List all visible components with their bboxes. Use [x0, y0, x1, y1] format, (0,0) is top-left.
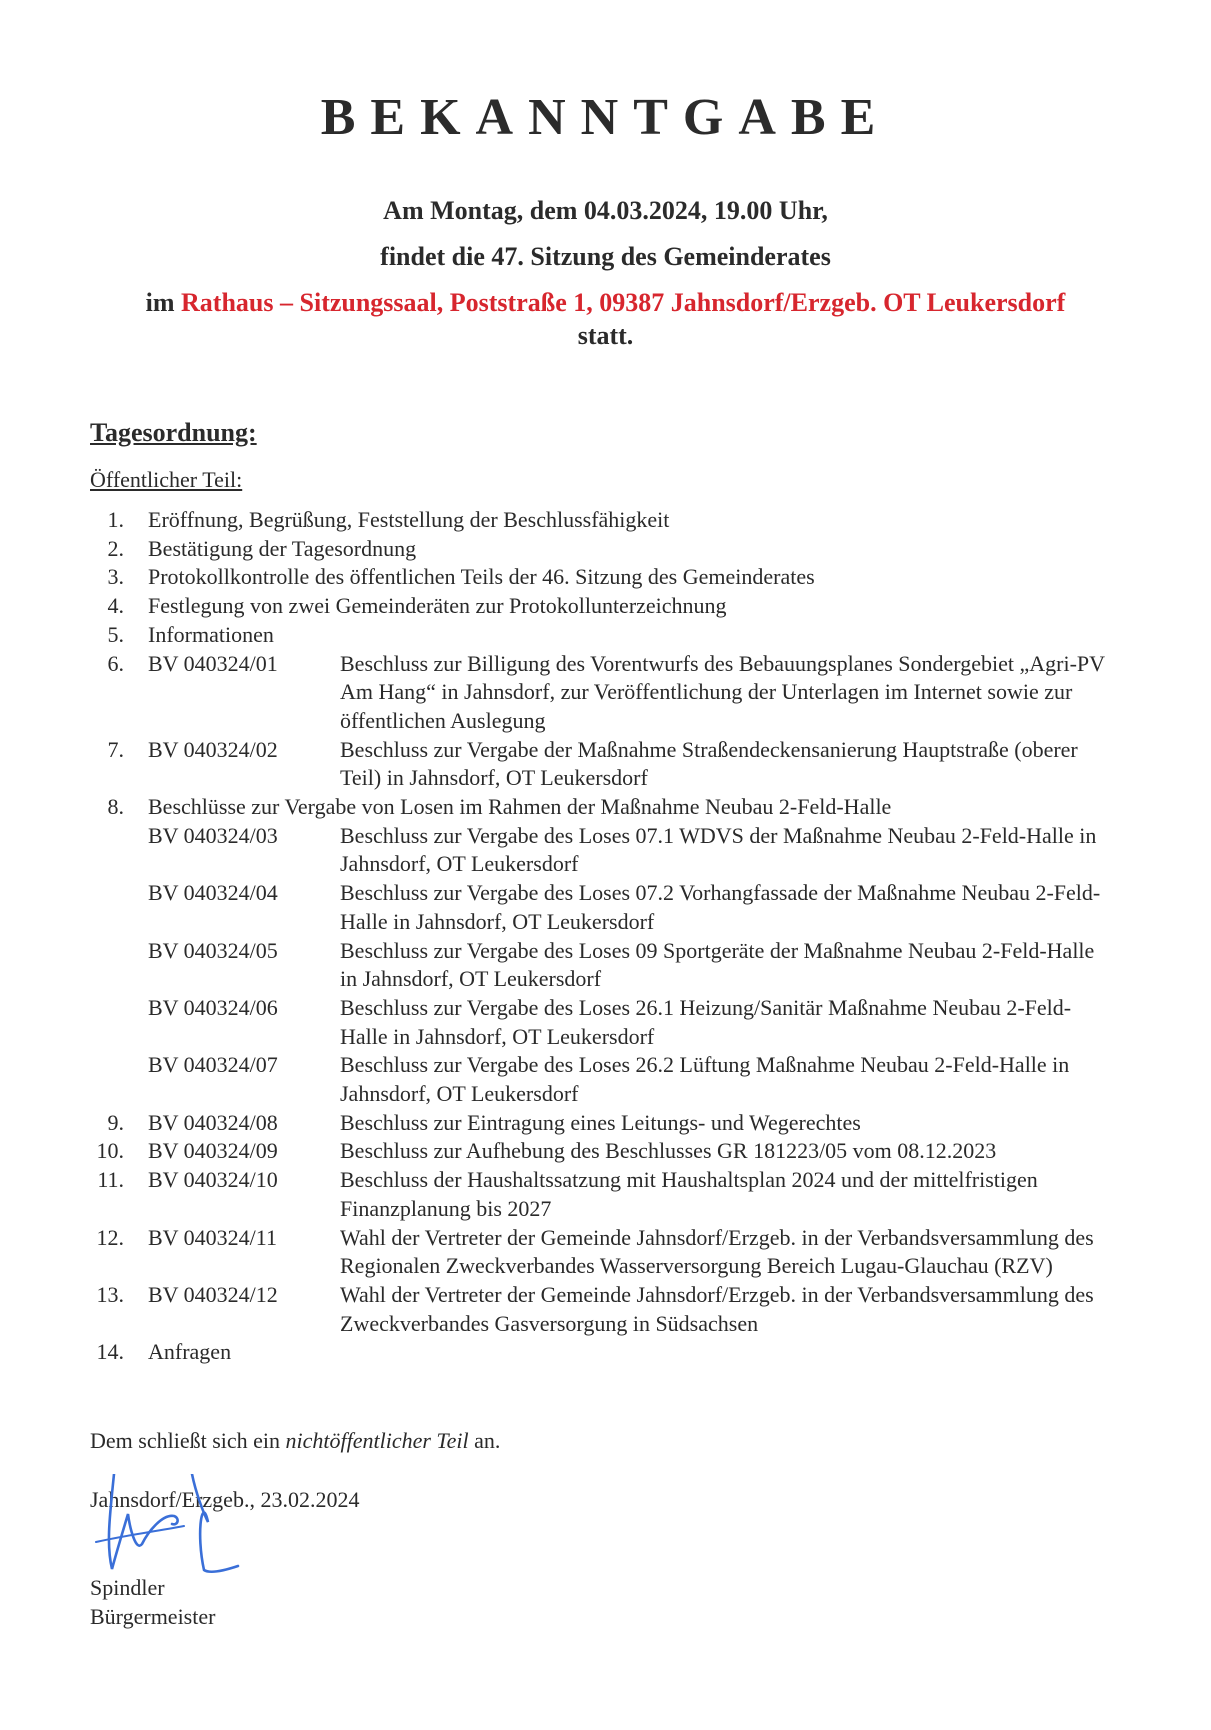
agenda-item-text: Beschluss zur Vergabe des Loses 26.1 Heizung/Sanitär Maßnahme Neubau 2-Feld-Halle in Jahnsdorf, OT Leukersdorf [340, 994, 1072, 1049]
agenda-list [0, 506, 1211, 1367]
agenda-item [0, 994, 1211, 1051]
agenda-item [0, 563, 1211, 592]
agenda-item-text: Beschluss zur Aufhebung des Beschlusses GR 181223/05 vom 08.12.2023 [340, 1138, 997, 1164]
signer-name: Spindler [90, 1575, 165, 1600]
agenda-item-code: BV 040324/03 [148, 822, 278, 848]
agenda-item-text: Beschluss zur Vergabe des Loses 26.2 Lüftung Maßnahme Neubau 2-Feld-Halle in Jahnsdorf, OT Leukersdorf [340, 1052, 1070, 1107]
document-title: BEKANNTGABE [320, 89, 891, 146]
agenda-item [0, 879, 1211, 936]
agenda-item-number: 11. [97, 1167, 124, 1193]
agenda-item-text: Anfragen [148, 1339, 232, 1365]
agenda-item [0, 822, 1211, 879]
agenda-item-text: Beschluss zur Vergabe der Maßnahme Straßendeckensanierung Hauptstraße (oberer Teil) in Jahnsdorf, OT Leukersdorf [340, 736, 1078, 791]
agenda-item [0, 1137, 1211, 1166]
agenda-item-number: 5. [107, 621, 124, 647]
agenda-item-text: Beschlüsse zur Vergabe von Losen im Rahmen der Maßnahme Neubau 2-Feld-Halle [148, 794, 892, 820]
agenda-item-number: 3. [107, 564, 124, 590]
agenda-item-text: Protokollkontrolle des öffentlichen Teils der 46. Sitzung des Gemeinderates [148, 564, 815, 590]
agenda-item-code: BV 040324/11 [148, 1224, 277, 1250]
agenda-item-code: BV 040324/04 [148, 880, 278, 906]
agenda-item-number: 6. [107, 650, 124, 676]
agenda-item [0, 506, 1211, 535]
agenda-item [0, 650, 1211, 736]
agenda-item-number: 9. [107, 1109, 124, 1135]
agenda-item [0, 1224, 1211, 1281]
meeting-statt-line: statt. [577, 321, 634, 350]
agenda-item-code: BV 040324/08 [148, 1109, 278, 1135]
agenda-item [0, 1281, 1211, 1338]
agenda-item [0, 592, 1211, 621]
meeting-date-line: Am Montag, dem 04.03.2024, 19.00 Uhr, [383, 196, 828, 225]
closing-suffix: an. [468, 1428, 501, 1453]
agenda-item-code: BV 040324/10 [148, 1167, 278, 1193]
closing-sentence [90, 1428, 500, 1454]
agenda-item-text: Beschluss zur Vergabe des Loses 07.2 Vorhangfassade der Maßnahme Neubau 2-Feld-Halle in Jahnsdorf, OT Leukersdorf [340, 880, 1101, 934]
agenda-item-text: Beschluss zur Billigung des Vorentwurfs des Bebauungsplanes Sondergebiet „Agri-PV Am Hang“ in Jahnsdorf, zur Veröffentlichung der Unterlagen im Internet sowie zur öffentlichen Auslegung [340, 650, 1105, 733]
agenda-item [0, 1051, 1211, 1108]
agenda-item-text: Wahl der Vertreter der Gemeinde Jahnsdorf/Erzgeb. in der Verbandsversammlung des Regionalen Zweckverbandes Wasserversorgung Bereich Lugau-Glauchau (RZV) [340, 1224, 1094, 1279]
place-date: Jahnsdorf/Erzgeb., 23.02.2024 [90, 1487, 360, 1512]
agenda-item-text: Festlegung von zwei Gemeinderäten zur Protokollunterzeichnung [148, 593, 727, 619]
agenda-item-number: 14. [96, 1339, 124, 1365]
agenda-item-text: Beschluss der Haushaltssatzung mit Haushaltsplan 2024 und der mittelfristigen Finanzplanung bis 2027 [340, 1167, 1038, 1221]
agenda-item-number: 13. [96, 1281, 124, 1307]
agenda-item-number: 8. [107, 794, 124, 820]
agenda-item-number: 4. [107, 593, 124, 619]
agenda-item-code: BV 040324/07 [148, 1052, 278, 1078]
agenda-item [0, 736, 1211, 793]
public-part-label: Öffentlicher Teil: [90, 467, 243, 492]
handwritten-signature [92, 1474, 262, 1584]
agenda-item-text: Beschluss zur Vergabe des Loses 07.1 WDVS der Maßnahme Neubau 2-Feld-Halle in Jahnsdorf, OT Leukersdorf [340, 822, 1097, 877]
agenda-item-code: BV 040324/06 [148, 994, 278, 1020]
agenda-item [0, 621, 1211, 650]
closing-prefix: Dem schließt sich ein [90, 1428, 286, 1453]
agenda-item-text: Eröffnung, Begrüßung, Feststellung der Beschlussfähigkeit [148, 507, 670, 532]
agenda-item-code: BV 040324/01 [148, 650, 278, 676]
agenda-item-number: 10. [96, 1138, 124, 1164]
agenda-item [0, 937, 1211, 994]
meeting-location: Rathaus – Sitzungssaal, Poststraße 1, 09387 Jahnsdorf/Erzgeb. OT Leukersdorf [181, 288, 1066, 317]
meeting-session-line: findet die 47. Sitzung des Gemeinderates [380, 242, 831, 271]
agenda-item-code: BV 040324/02 [148, 736, 278, 762]
agenda-item [0, 1338, 1211, 1367]
agenda-item [0, 535, 1211, 564]
location-prefix: im [145, 288, 182, 317]
agenda-item-number: 2. [107, 535, 124, 561]
meeting-location-line [0, 288, 1211, 318]
agenda-item [0, 793, 1211, 822]
agenda-heading: Tagesordnung: [90, 418, 257, 447]
closing-italic: nichtöffentlicher Teil [285, 1428, 469, 1453]
agenda-item [0, 1166, 1211, 1223]
agenda-item-number: 12. [96, 1224, 124, 1250]
agenda-item-text: Bestätigung der Tagesordnung [148, 535, 417, 561]
agenda-item-text: Beschluss zur Eintragung eines Leitungs- und Wegerechtes [340, 1109, 861, 1135]
agenda-item-text: Informationen [148, 621, 274, 647]
agenda-item-number: 1. [107, 507, 124, 532]
agenda-item [0, 1109, 1211, 1138]
agenda-item-code: BV 040324/09 [148, 1138, 278, 1164]
agenda-item-text: Wahl der Vertreter der Gemeinde Jahnsdorf/Erzgeb. in der Verbandsversammlung des Zweckverbandes Gasversorgung in Südsachsen [340, 1281, 1094, 1336]
agenda-item-text: Beschluss zur Vergabe des Loses 09 Sportgeräte der Maßnahme Neubau 2-Feld-Halle in Jahnsdorf, OT Leukersdorf [340, 937, 1095, 992]
signer-title: Bürgermeister [90, 1604, 216, 1629]
agenda-item-number: 7. [107, 736, 124, 762]
agenda-item-code: BV 040324/12 [148, 1281, 278, 1307]
agenda-item-code: BV 040324/05 [148, 937, 278, 963]
